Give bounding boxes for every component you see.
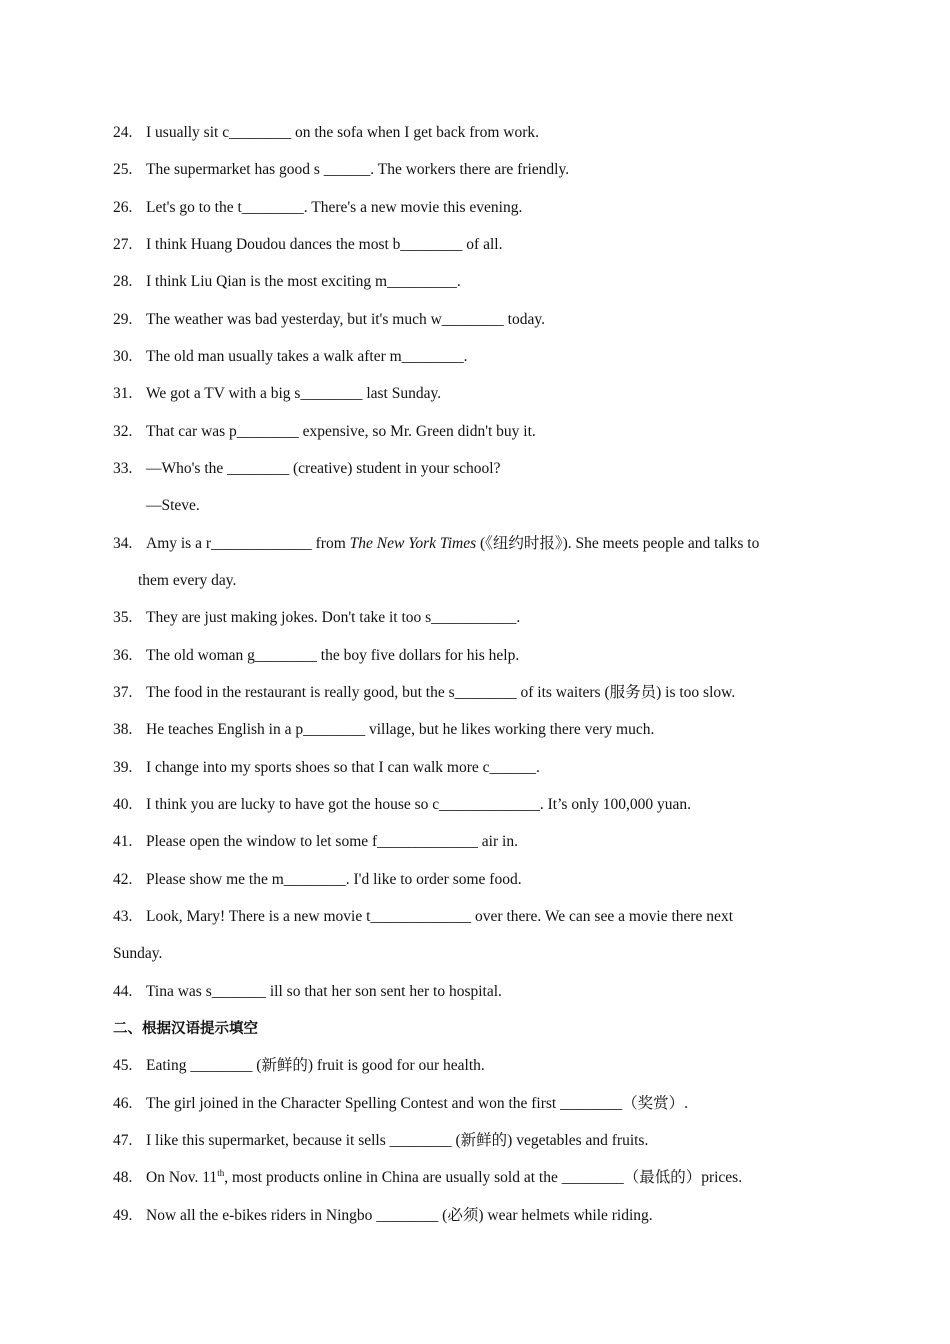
question-number: 43. bbox=[113, 908, 133, 925]
question-item bbox=[113, 459, 500, 479]
question-text: Let's go to the t________. There's a new movie this evening. bbox=[146, 199, 523, 216]
question-text: On Nov. 11 bbox=[146, 1169, 218, 1186]
question-text: Tina was s_______ ill so that her son sent her to hospital. bbox=[146, 983, 502, 1000]
question-number: 39. bbox=[113, 759, 133, 776]
question-item bbox=[113, 795, 691, 815]
question-item bbox=[113, 422, 536, 442]
question-item bbox=[113, 907, 733, 927]
question-text: They are just making jokes. Don't take it too s___________. bbox=[146, 609, 521, 626]
question-number: 28. bbox=[113, 273, 133, 290]
question-item bbox=[113, 123, 539, 143]
question-continuation bbox=[138, 571, 236, 591]
question-number: 42. bbox=[113, 871, 133, 888]
question-text: (《纽约时报》). She meets people and talks to bbox=[476, 535, 760, 552]
question-number: 36. bbox=[113, 647, 133, 664]
question-number: 25. bbox=[113, 161, 133, 178]
question-number: 33. bbox=[113, 460, 133, 477]
question-continuation bbox=[146, 496, 200, 516]
question-text: The New York Times bbox=[349, 535, 477, 552]
question-text: The supermarket has good s ______. The workers there are friendly. bbox=[146, 161, 570, 178]
question-number: 45. bbox=[113, 1057, 133, 1074]
question-number: 49. bbox=[113, 1207, 133, 1224]
question-text: Please open the window to let some f_____________ air in. bbox=[146, 833, 518, 850]
question-number: 47. bbox=[113, 1132, 133, 1149]
question-text: 二、根据汉语提示填空 bbox=[113, 1021, 258, 1037]
question-item bbox=[113, 1094, 688, 1114]
question-item bbox=[113, 198, 522, 218]
question-number: 37. bbox=[113, 684, 133, 701]
question-item bbox=[113, 982, 502, 1002]
question-number: 27. bbox=[113, 236, 133, 253]
question-text: The weather was bad yesterday, but it's much w________ today. bbox=[146, 311, 545, 328]
question-text: He teaches English in a p________ village, but he likes working there very much. bbox=[146, 721, 655, 738]
question-number: 40. bbox=[113, 796, 133, 813]
question-item bbox=[113, 160, 569, 180]
question-number: 34. bbox=[113, 535, 133, 552]
question-text: th bbox=[217, 1167, 225, 1178]
question-text: The food in the restaurant is really good, but the s________ of its waiters (服务员) is too slow. bbox=[146, 684, 736, 701]
question-number: 38. bbox=[113, 721, 133, 738]
question-text: I change into my sports shoes so that I can walk more c______. bbox=[146, 759, 540, 776]
question-item bbox=[113, 534, 759, 554]
question-text: The old man usually takes a walk after m________. bbox=[146, 348, 468, 365]
question-number: 26. bbox=[113, 199, 133, 216]
question-item bbox=[113, 272, 461, 292]
question-item bbox=[113, 384, 441, 404]
question-item bbox=[113, 832, 518, 852]
question-text: Now all the e-bikes riders in Ningbo ________ (必须) wear helmets while riding. bbox=[146, 1207, 653, 1224]
question-text: —Steve. bbox=[146, 497, 200, 514]
question-item bbox=[113, 720, 654, 740]
question-item bbox=[113, 1131, 648, 1151]
question-number: 32. bbox=[113, 423, 133, 440]
question-text: I think you are lucky to have got the house so c_____________. It’s only 100,000 yuan. bbox=[146, 796, 692, 813]
question-continuation bbox=[113, 944, 162, 964]
question-item bbox=[113, 608, 520, 628]
question-text: We got a TV with a big s________ last Sunday. bbox=[146, 385, 442, 402]
question-text: Amy is a r_____________ from bbox=[146, 535, 350, 552]
question-text: The old woman g________ the boy five dollars for his help. bbox=[146, 647, 520, 664]
question-number: 31. bbox=[113, 385, 133, 402]
question-text: Sunday. bbox=[113, 945, 163, 962]
question-text: —Who's the ________ (creative) student in your school? bbox=[146, 460, 501, 477]
question-number: 41. bbox=[113, 833, 133, 850]
question-text: Eating ________ (新鲜的) fruit is good for our health. bbox=[146, 1057, 485, 1074]
question-number: 44. bbox=[113, 983, 133, 1000]
question-text: them every day. bbox=[138, 572, 237, 589]
question-item bbox=[113, 758, 540, 778]
question-number: 30. bbox=[113, 348, 133, 365]
question-text: , most products online in China are usually sold at the ________（最低的）prices. bbox=[224, 1169, 743, 1186]
question-number: 29. bbox=[113, 311, 133, 328]
question-text: The girl joined in the Character Spelling Contest and won the first ________（奖赏）. bbox=[146, 1095, 688, 1112]
question-text: I think Liu Qian is the most exciting m_________. bbox=[146, 273, 461, 290]
question-item bbox=[113, 310, 545, 330]
question-number: 24. bbox=[113, 124, 133, 141]
question-item bbox=[113, 646, 519, 666]
section-heading bbox=[113, 1019, 258, 1039]
question-number: 48. bbox=[113, 1169, 133, 1186]
question-text: That car was p________ expensive, so Mr. Green didn't buy it. bbox=[146, 423, 536, 440]
question-item bbox=[113, 870, 522, 890]
question-item bbox=[113, 1168, 742, 1188]
question-text: Please show me the m________. I'd like to order some food. bbox=[146, 871, 522, 888]
question-item bbox=[113, 683, 735, 703]
question-text: Look, Mary! There is a new movie t_____________ over there. We can see a movie there next bbox=[146, 908, 733, 925]
question-item bbox=[113, 1206, 653, 1226]
question-item bbox=[113, 235, 502, 255]
question-text: I usually sit c________ on the sofa when I get back from work. bbox=[146, 124, 540, 141]
question-text: I think Huang Doudou dances the most b________ of all. bbox=[146, 236, 503, 253]
question-item bbox=[113, 1056, 485, 1076]
question-item bbox=[113, 347, 468, 367]
question-number: 35. bbox=[113, 609, 133, 626]
question-number: 46. bbox=[113, 1095, 133, 1112]
question-text: I like this supermarket, because it sells ________ (新鲜的) vegetables and fruits. bbox=[146, 1132, 649, 1149]
